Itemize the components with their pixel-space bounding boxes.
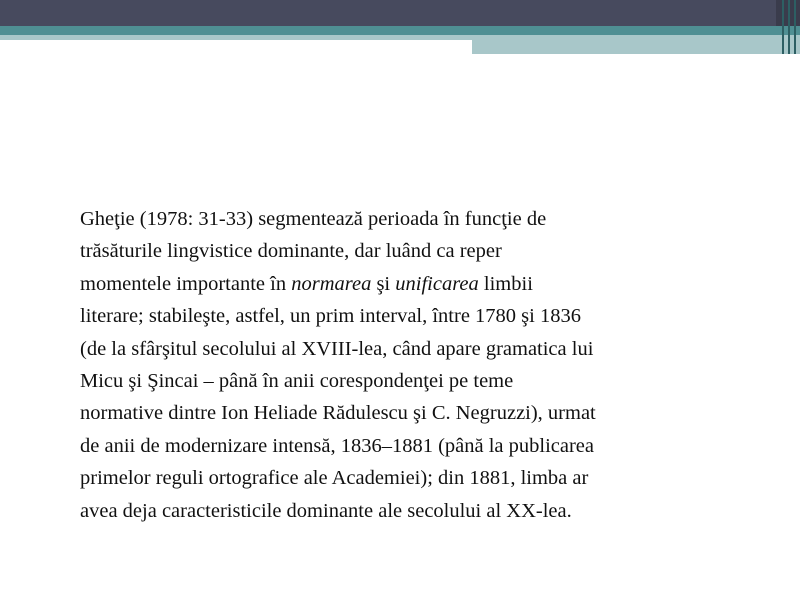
corner-stripe [782, 0, 784, 54]
text-line: literare; stabileşte, astfel, un prim interval, între 1780 şi 1836 [80, 305, 581, 328]
text-line [80, 268, 760, 300]
slide-body-text [80, 203, 760, 527]
corner-stripe [794, 0, 796, 54]
text-line: avea deja caracteristicile dominante ale secolului al XX-lea. [80, 499, 572, 522]
text-line: trăsăturile lingvistice dominante, dar luând ca reper [80, 240, 502, 263]
header-bar-light-right [472, 35, 800, 54]
text-line: de anii de modernizare intensă, 1836–1881 (până la publicarea [80, 434, 595, 457]
header-bar-dark [0, 0, 776, 26]
header-bar-teal [0, 26, 800, 35]
text-segment: momentele importante în [80, 272, 292, 295]
italic-term-normarea: normarea [291, 272, 372, 295]
header-bar-light-left [0, 35, 472, 40]
corner-stripe [788, 0, 790, 54]
italic-term-unificarea: unificarea [395, 272, 479, 295]
text-segment: limbii [478, 272, 533, 295]
text-line: Micu şi Şincai – până în anii corespondenţei pe teme [80, 370, 514, 393]
text-line: Gheţie (1978: 31-33) segmentează perioada în funcţie de [80, 208, 547, 230]
text-line: normative dintre Ion Heliade Rădulescu şi C. Negruzzi), urmat [80, 402, 596, 425]
text-line: primelor reguli ortografice ale Academiei); din 1881, limba ar [80, 467, 589, 490]
text-line: (de la sfârşitul secolului al XVIII-lea, când apare gramatica lui [80, 337, 594, 360]
text-segment: şi [371, 272, 396, 295]
